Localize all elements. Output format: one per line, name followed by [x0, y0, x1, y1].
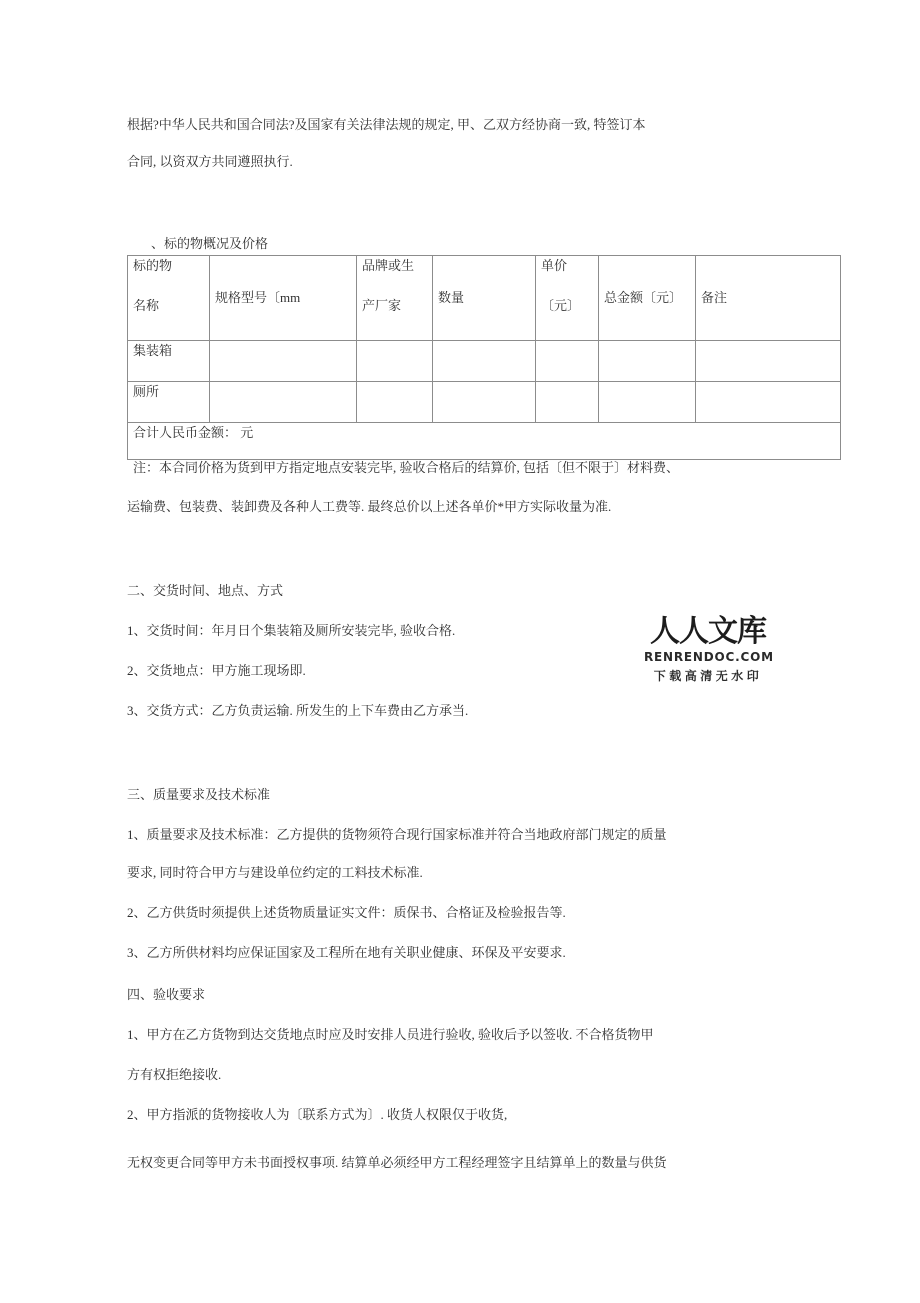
delivery-item-1: 1、交货时间：年月日个集装箱及厕所安装完毕, 验收合格. [127, 623, 456, 638]
delivery-item-2: 2、交货地点：甲方施工现场即. [127, 663, 306, 678]
quality-line-1: 1、质量要求及技术标准：乙方提供的货物须符合现行国家标准并符合当地政府部门规定的质量 [127, 827, 667, 842]
cell-remark [696, 382, 841, 423]
section-price-title: 、标的物概况及价格 [151, 236, 269, 251]
header-spec: 规格型号〔mm [210, 256, 357, 341]
watermark-domain-text: RENRENDOC.COM [644, 650, 774, 664]
section-delivery-title: 二、交货时间、地点、方式 [127, 583, 284, 598]
header-brand: 品牌或生 产厂家 [357, 256, 433, 341]
quality-line-4: 3、乙方所供材料均应保证国家及工程所在地有关职业健康、环保及平安要求. [127, 945, 566, 960]
acceptance-line-4: 无权变更合同等甲方未书面授权事项. 结算单必须经甲方工程经理签字且结算单上的数量与供货 [127, 1155, 667, 1170]
cell-remark [696, 341, 841, 382]
intro-line-2: 合同, 以资双方共同遵照执行. [127, 154, 293, 169]
cell-total-amount-label: 合计人民币金额： 元 [128, 423, 841, 460]
delivery-item-3: 3、交货方式：乙方负责运输. 所发生的上下车费由乙方承当. [127, 703, 469, 718]
section-acceptance-title: 四、验收要求 [127, 987, 206, 1002]
cell-unit-price [536, 341, 599, 382]
table-row-container-box [128, 341, 841, 382]
watermark [644, 615, 772, 683]
header-remark: 备注 [696, 256, 841, 341]
cell-total [599, 382, 696, 423]
header-total-amount: 总金额〔元〕 [599, 256, 696, 341]
price-note-line-2: 运输费、包装费、装卸费及各种人工费等. 最终总价以上述各单价*甲方实际收量为准. [127, 499, 612, 514]
acceptance-line-3: 2、甲方指派的货物接收人为〔联系方式为〕. 收货人权限仅于收货, [127, 1107, 508, 1122]
table-header-row [128, 256, 841, 341]
header-unit-price: 单价 〔元〕 [536, 256, 599, 341]
cell-quantity [433, 382, 536, 423]
cell-brand [357, 341, 433, 382]
acceptance-line-2: 方有权拒绝接收. [127, 1067, 222, 1082]
price-table-container [127, 255, 841, 460]
acceptance-line-1: 1、甲方在乙方货物到达交货地点时应及时安排人员进行验收, 验收后予以签收. 不合格货物甲 [127, 1027, 654, 1042]
cell-spec [210, 382, 357, 423]
section-quality-title: 三、质量要求及技术标准 [127, 787, 271, 802]
price-table [127, 255, 841, 460]
cell-item-name: 集装箱 [128, 341, 210, 382]
header-item-name: 标的物 名称 [128, 256, 210, 341]
table-total-row [128, 423, 841, 460]
quality-line-2: 要求, 同时符合甲方与建设单位约定的工料技术标准. [127, 865, 423, 880]
price-note-line-1: 注：本合同价格为货到甲方指定地点安装完毕, 验收合格后的结算价, 包括〔但不限于〕材料费、 [133, 460, 680, 475]
cell-spec [210, 341, 357, 382]
cell-unit-price [536, 382, 599, 423]
watermark-brand: 人人文库 [650, 615, 766, 648]
header-quantity: 数量 [433, 256, 536, 341]
cell-brand [357, 382, 433, 423]
cell-total [599, 341, 696, 382]
intro-line-1: 根据?中华人民共和国合同法?及国家有关法律法规的规定, 甲、乙双方经协商一致, 特签订本 [127, 117, 646, 132]
table-row-toilet [128, 382, 841, 423]
watermark-tagline: 下载高清无水印 [653, 669, 763, 683]
cell-quantity [433, 341, 536, 382]
quality-line-3: 2、乙方供货时须提供上述货物质量证实文件：质保书、合格证及检验报告等. [127, 905, 566, 920]
cell-item-name: 厕所 [128, 382, 210, 423]
